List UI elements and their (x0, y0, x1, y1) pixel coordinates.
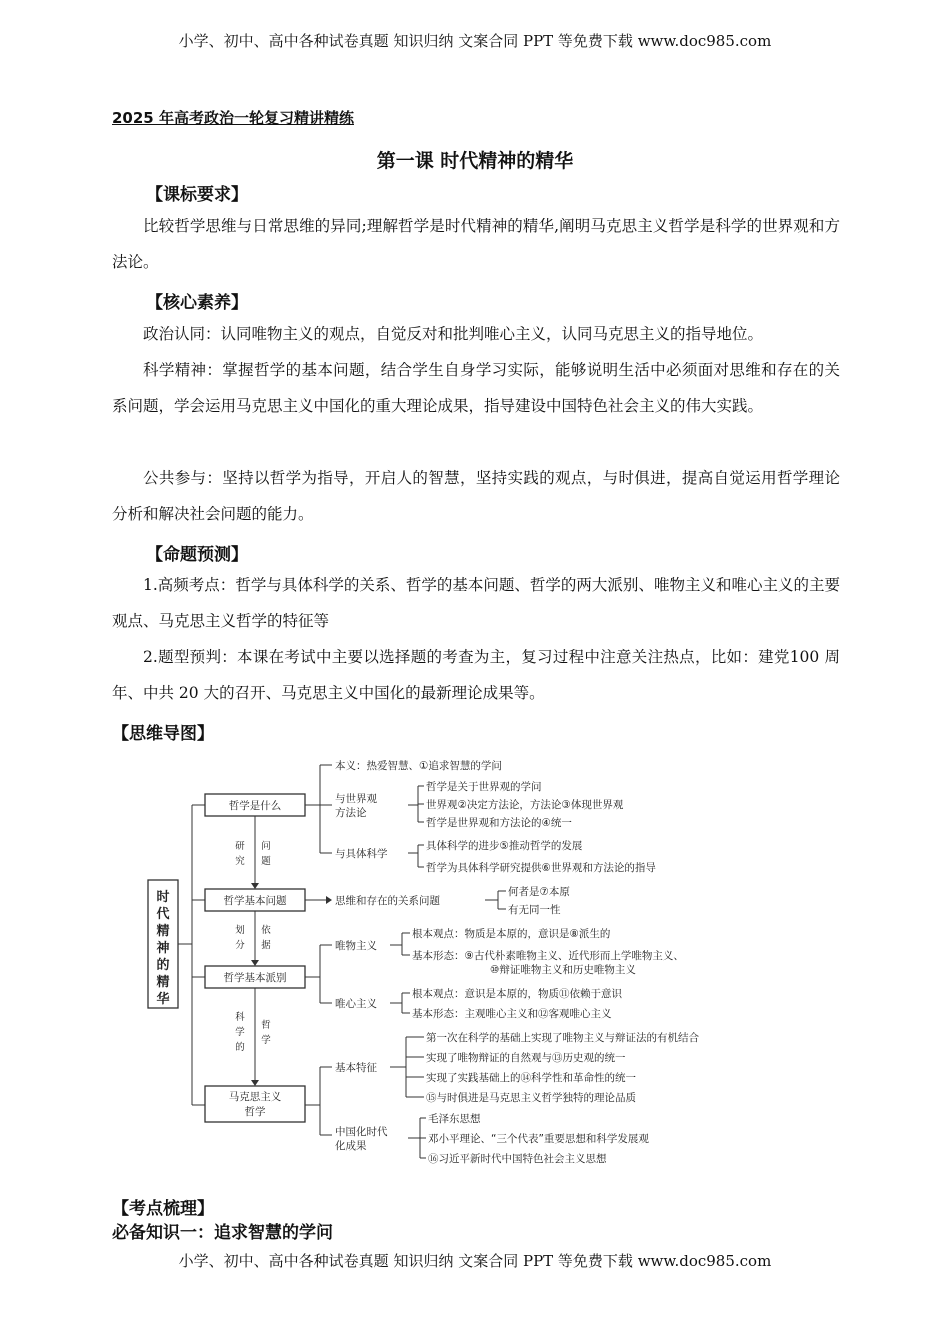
root-char: 神 (156, 941, 170, 956)
root-char: 时 (156, 890, 170, 905)
feat-item: 实现了唯物辩证的自然观与⑬历史观的统一 (426, 1052, 626, 1064)
mat-item: 根本观点：物质是本原的，意识是⑧派生的 (412, 928, 611, 940)
para-forecast-1: 1.高频考点：哲学与具体科学的关系、哲学的基本问题、哲学的两大派别、唯物主义和唯心主义的主要观点、马克思主义哲学的特征等 (112, 576, 840, 630)
node-basic-question: 哲学基本问题 (223, 895, 287, 907)
mat-item: 基本形态：⑨古代朴素唯物主义、近代形而上学唯物主义、 (412, 950, 684, 962)
connector-label: 学 (235, 1027, 245, 1038)
branch-features: 基本特征 (335, 1062, 377, 1074)
connector-label: 题 (261, 856, 271, 867)
ide-item: 根本观点：意识是本原的，物质⑪依赖于意识 (412, 988, 622, 1000)
feat-item: 第一次在科学的基础上实现了唯物主义与辩证法的有机结合 (426, 1032, 699, 1044)
connector-label: 据 (261, 940, 271, 951)
connector-label: 究 (235, 856, 245, 867)
page-header: 小学、初中、高中各种试卷真题 知识归纳 文案合同 PPT 等免费下载 www.doc985.com (178, 32, 772, 50)
page-footer: 小学、初中、高中各种试卷真题 知识归纳 文案合同 PPT 等免费下载 www.doc985.com (178, 1252, 772, 1270)
mat-item: ⑩辩证唯物主义和历史唯物主义 (490, 964, 636, 976)
connector-label: 问 (261, 841, 271, 852)
para-science: 科学精神：掌握哲学的基本问题，结合学生自身学习实际，能够说明生活中必须面对思维和存在的关系问题，学会运用马克思主义中国化的重大理论成果，指导建设中国特色社会主义的伟大实践。 (112, 361, 840, 415)
node-marxism: 哲学 (244, 1106, 266, 1118)
connector-label: 划 (235, 925, 245, 936)
root-char: 精 (156, 924, 170, 939)
feat-item: ⑮与时俱进是马克思主义哲学独特的理论品质 (426, 1092, 636, 1104)
branch-worldview: 与世界观 (335, 793, 377, 805)
branch-sinicization: 中国化时代 (335, 1126, 388, 1138)
section-literacy: 【核心素养】 (146, 293, 248, 313)
node-what: 哲学是什么 (228, 800, 282, 812)
section-review: 【考点梳理】 (112, 1199, 214, 1219)
cn-item: 毛泽东思想 (428, 1113, 481, 1125)
root-char: 的 (156, 958, 170, 973)
document-title: 2025 年高考政治一轮复习精讲精练 (112, 109, 354, 127)
para-political: 政治认同：认同唯物主义的观点，自觉反对和批判唯心主义，认同马克思主义的指导地位。 (143, 325, 764, 343)
cn-item: ⑯习近平新时代中国特色社会主义思想 (428, 1153, 607, 1165)
mind-map (140, 745, 820, 1175)
branch-benyi: 本义：热爱智慧、①追求智慧的学问 (335, 760, 502, 772)
feat-item: 实现了实践基础上的⑭科学性和革命性的统一 (426, 1072, 636, 1084)
connector-label: 依 (261, 925, 271, 936)
wv-item: 世界观②决定方法论，方法论③体现世界观 (426, 799, 624, 811)
connector-label: 分 (235, 940, 245, 951)
connector-label: 研 (235, 841, 245, 852)
branch-sinicization: 化成果 (335, 1140, 367, 1152)
branch-worldview: 方法论 (335, 807, 367, 819)
sci-item: 哲学为具体科学研究提供⑥世界观和方法论的指导 (426, 862, 656, 874)
connector-label: 哲 (261, 1020, 271, 1031)
connector-label: 科 (235, 1012, 245, 1023)
wv-item: 哲学是关于世界观的学问 (426, 781, 542, 793)
section-knowledge-1: 必备知识一：追求智慧的学问 (112, 1223, 333, 1243)
cn-item: 邓小平理论、“三个代表”重要思想和科学发展观 (428, 1133, 649, 1145)
root-char: 精 (156, 975, 170, 990)
root-char: 代 (156, 907, 170, 922)
sci-item: 具体科学的进步⑤推动哲学的发展 (426, 840, 583, 852)
ide-item: 基本形态：主观唯心主义和⑫客观唯心主义 (412, 1008, 612, 1020)
lesson-title: 第一课 时代精神的精华 (376, 150, 574, 172)
connector-label: 的 (235, 1042, 245, 1053)
branch-basic-question: 思维和存在的关系问题 (335, 895, 440, 907)
branch-idealism: 唯心主义 (335, 998, 377, 1010)
section-forecast: 【命题预测】 (146, 545, 248, 565)
connector-label: 学 (261, 1035, 271, 1046)
branch-materialism: 唯物主义 (335, 940, 377, 952)
para-forecast-2: 2.题型预判：本课在考试中主要以选择题的考查为主，复习过程中注意关注热点，比如：建党100 周年、中共 20 大的召开、马克思主义中国化的最新理论成果等。 (112, 648, 840, 702)
wv-item: 哲学是世界观和方法论的④统一 (426, 817, 572, 829)
section-standard: 【课标要求】 (146, 185, 248, 205)
branch-science: 与具体科学 (335, 848, 388, 860)
para-standard: 比较哲学思维与日常思维的异同;理解哲学是时代精神的精华,阐明马克思主义哲学是科学的世界观和方法论。 (112, 217, 840, 271)
bq-item: 何者是⑦本原 (508, 886, 570, 898)
node-marxism: 马克思主义 (228, 1091, 282, 1103)
bq-item: 有无同一性 (508, 904, 561, 916)
section-mindmap: 【思维导图】 (112, 724, 214, 744)
para-public: 公共参与：坚持以哲学为指导，开启人的智慧，坚持实践的观点，与时俱进，提高自觉运用哲学理论分析和解决社会问题的能力。 (112, 469, 840, 523)
root-char: 华 (156, 992, 170, 1007)
node-schools: 哲学基本派别 (223, 972, 287, 984)
